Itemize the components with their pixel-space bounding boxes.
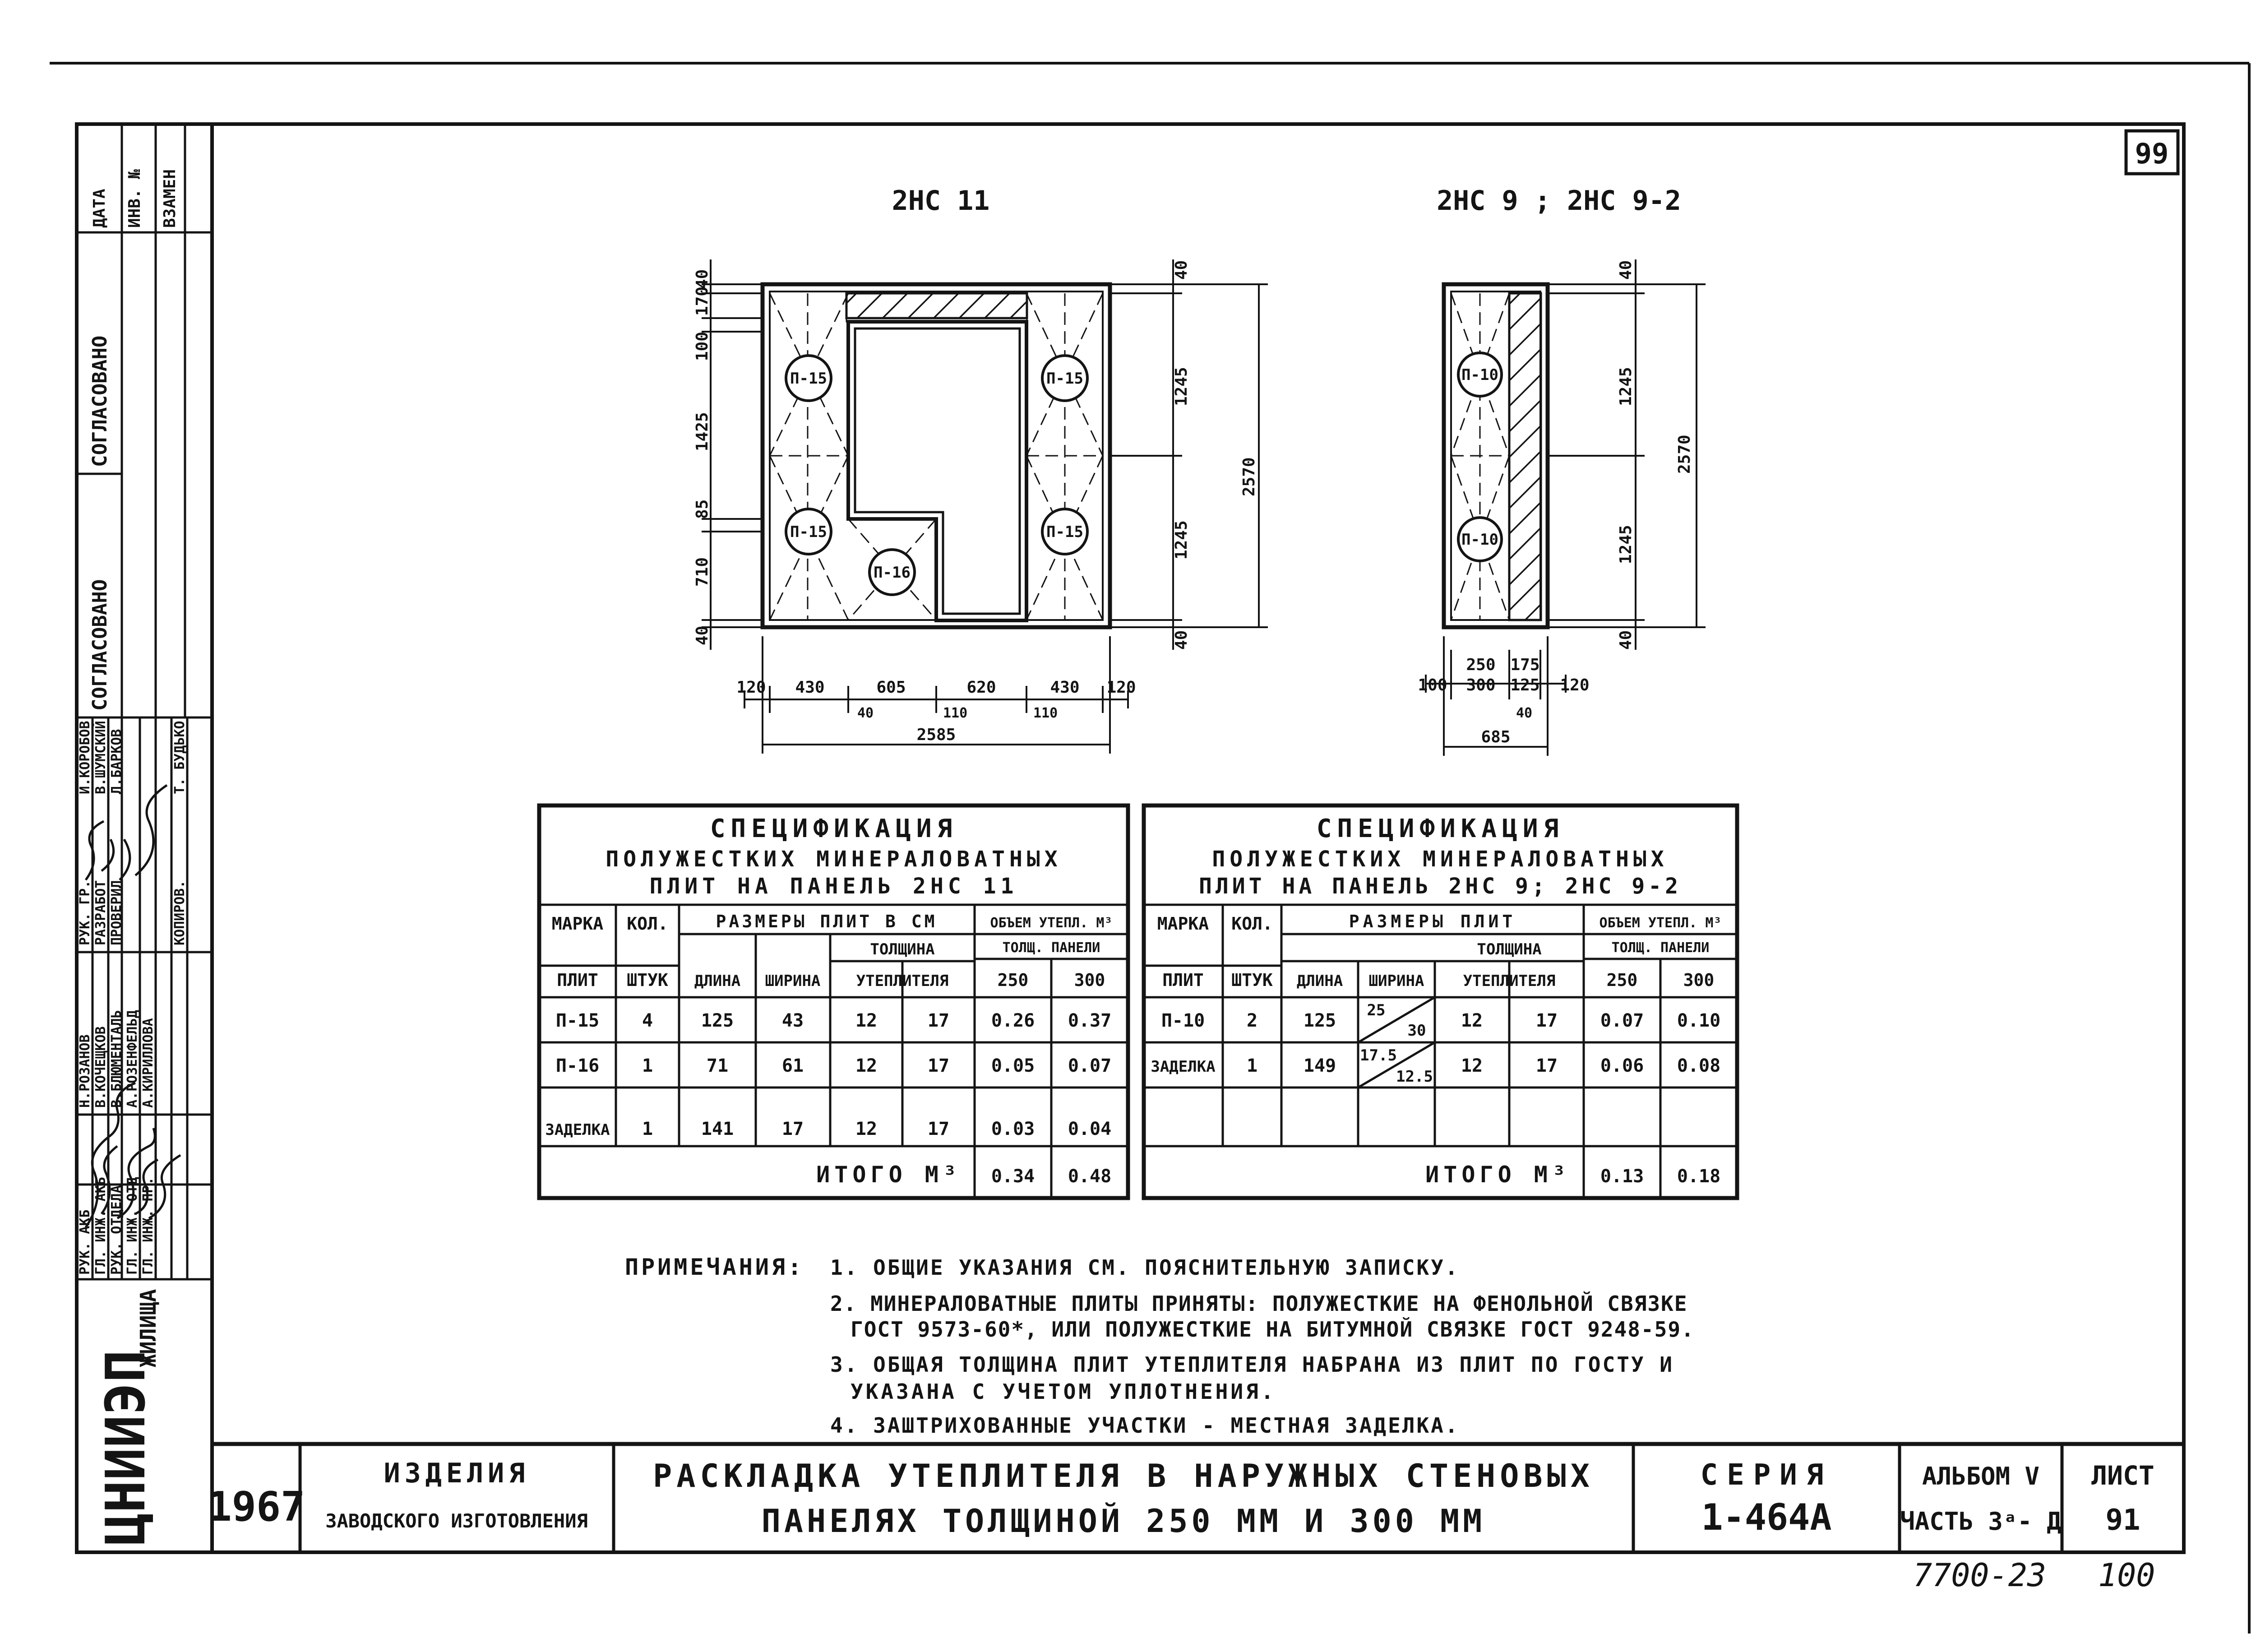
sl-total-300: 0.48 [1068,1166,1112,1187]
dim-r-1: 1245 [1172,367,1191,406]
sr-h-thick: ТОЛЩИНА [1477,940,1542,958]
drawing-left [693,185,1268,754]
dim-l-5: 710 [693,557,712,587]
sl-h-kol: КОЛ. [627,914,668,934]
sl-h-250: 250 [997,970,1029,990]
sr-r1-c7: 0.06 [1600,1055,1644,1076]
note-2b: ГОСТ 9573-60*, ИЛИ ПОЛУЖЕСТКИЕ НА БИТУМНОЙ СВЯЗКЕ ГОСТ 9248-59. [851,1317,1695,1342]
tb-category-1: ИЗДЕЛИЯ [384,1458,530,1489]
sig-name-1: Н.РОЗАНОВ [77,1034,93,1108]
dim-l-6: 40 [693,625,712,645]
sr-h-thick2: УТЕПЛИТЕЛЯ [1463,972,1556,990]
sl-r1-c4: 12 [855,1055,878,1076]
spec-left-title-2: ПОЛУЖЕСТКИХ МИНЕРАЛОВАТНЫХ [606,847,1062,872]
sr-r0-c1: 2 [1246,1010,1258,1031]
dim-l-3: 1425 [693,412,712,451]
notes [625,1254,1695,1438]
sl-total-label: ИТОГО М³ [816,1161,961,1188]
sl-r0-c5: 17 [927,1010,950,1031]
sr-r1-c6: 17 [1535,1055,1558,1076]
notes-label: ПРИМЕЧАНИЯ: [625,1254,804,1280]
sig2-role-2: РАЗРАБОТ [93,880,109,945]
sl-r2-c1: 1 [642,1119,653,1139]
dim-r-3: 40 [1172,630,1191,650]
sl-r2-c7: 0.04 [1068,1119,1112,1139]
sr-r0-c6: 17 [1535,1010,1558,1031]
dim-l-1: 170 [693,286,712,316]
sig-role-5: ГЛ. ИНЖ. ПР. [140,1177,156,1275]
dim-l-0: 40 [693,269,712,289]
dim-rb-top-0: 250 [1466,656,1496,674]
sr-r0-c5: 12 [1461,1010,1483,1031]
dim-b-0: 120 [736,678,766,697]
sr-h-300: 300 [1683,970,1715,990]
spec-table-left [539,805,1128,1198]
spec-left-rows [545,1010,1111,1188]
spec-left-title-3: ПЛИТ НА ПАНЕЛЬ 2НС 11 [649,874,1018,899]
mark-p15-2: П-15 [790,523,827,541]
dim-l-2: 100 [693,331,712,361]
spec-left-title-1: СПЕЦИФИКАЦИЯ [710,814,958,843]
sr-r1-c4: 12.5 [1396,1068,1433,1086]
title-block [208,1444,2184,1552]
sr-total-250: 0.13 [1600,1166,1644,1187]
sl-r0-c0: П-15 [555,1010,600,1031]
sl-h-panel: ТОЛЩ. ПАНЕЛИ [1002,940,1100,956]
sl-h-width: ШИРИНА [765,972,821,990]
sl-h-300: 300 [1074,970,1105,990]
dim-bs-0: 40 [857,705,874,721]
dim-l-4: 85 [693,499,712,519]
tb-sheet: 91 [2105,1504,2140,1537]
dim-b-1: 430 [795,678,825,697]
sr-r0-c7: 0.07 [1600,1010,1644,1031]
dim-rr-2: 1245 [1617,525,1635,564]
dim-rb-2: 125 [1510,676,1540,694]
dim-rr-3: 40 [1617,630,1635,650]
tb-series: 1-464А [1701,1496,1832,1538]
sl-h-plit: ПЛИТ [557,970,598,990]
dim-b-5: 120 [1106,678,1136,697]
handwritten-code: 7700-23 [1913,1557,2047,1594]
sr-r1-c3: 17.5 [1360,1046,1397,1064]
dim-rbs-0: 40 [1516,705,1533,721]
sl-r1-c1: 1 [642,1055,653,1076]
sl-r2-c6: 0.03 [991,1119,1035,1139]
stamp-inv-label: ИНВ. № [125,169,144,228]
sr-h-volume: ОБЪЕМ УТЕПЛ. М³ [1599,915,1722,931]
spec-right-title-3: ПЛИТ НА ПАНЕЛЬ 2НС 9; 2НС 9-2 [1198,874,1682,899]
note-3: 3. ОБЩАЯ ТОЛЩИНА ПЛИТ УТЕПЛИТЕЛЯ НАБРАНА ИЗ ПЛИТ ПО ГОСТУ И [830,1352,1674,1377]
sr-r0-c4: 30 [1407,1022,1426,1040]
signature-scribbles [86,785,180,1227]
sig-name-5: А.КИРИЛЛОВА [140,1018,156,1108]
sr-r0-c0: П-10 [1161,1010,1205,1031]
dim-rr-0: 40 [1617,260,1635,280]
tb-sheet-label: ЛИСТ [2091,1460,2154,1491]
spec-right-title-2: ПОЛУЖЕСТКИХ МИНЕРАЛОВАТНЫХ [1212,847,1669,872]
dim-b-2: 605 [876,678,906,697]
mark-p15-4: П-15 [1046,523,1083,541]
sl-total-250: 0.34 [991,1166,1035,1187]
sheet-number: 99 [2135,137,2169,170]
sl-r0-c3: 43 [781,1010,804,1031]
dim-bs-2: 110 [1033,705,1058,721]
sheet-number-box [2126,131,2178,174]
sig-name-2: В.КОЧЕЩКОВ [93,1026,109,1108]
dim-r-0: 40 [1172,260,1191,280]
sig2-role-1: РУК. ГР. [77,880,93,945]
sr-h-250: 250 [1606,970,1638,990]
handwritten-page: 100 [2098,1557,2155,1594]
sr-total-label: ИТОГО М³ [1425,1161,1570,1188]
stamp-approved-2: СОГЛАСОВАНО [88,579,111,711]
panel-2ns11 [763,284,1110,627]
sl-h-volume: ОБЪЕМ УТЕПЛ. М³ [990,915,1113,931]
sr-h-width: ШИРИНА [1368,972,1424,990]
sr-r1-c0: ЗАДЕЛКА [1151,1058,1216,1076]
mark-p16: П-16 [874,564,911,582]
sig-name-3: В.БЛЮМЕНТАЛЬ [109,1010,125,1108]
dim-rb-3: 120 [1560,676,1590,694]
sig-role-1: РУК. АКБ [77,1209,93,1275]
dim-overall-w-2: 685 [1481,728,1511,746]
sl-r0-c1: 4 [642,1010,653,1031]
sr-h-length: ДЛИНА [1296,972,1343,990]
sl-r0-c7: 0.37 [1068,1010,1112,1031]
sr-r1-c1: 1 [1246,1055,1258,1076]
drawing-left-title: 2НС 11 [892,185,990,217]
mark-p10-1: П-10 [1461,366,1498,384]
sr-h-marka: МАРКА [1157,914,1209,934]
sr-total-300: 0.18 [1677,1166,1721,1187]
sig2-name-5: Т. БУДЬКО [172,721,188,794]
dim-overall-h-2: 2570 [1675,435,1694,474]
sr-h-plit: ПЛИТ [1162,970,1204,990]
sig2-role-5: КОПИРОВ. [172,880,188,945]
sr-r0-c3: 25 [1367,1001,1386,1019]
panel-2ns9 [1444,284,1548,627]
sig-role-2: ГЛ. ИНЖ. АКБ [93,1177,109,1275]
dim-rb-0: 100 [1418,676,1447,694]
org-logo-text: ЦНИИЭП [95,1350,157,1546]
sl-r1-c2: 71 [706,1055,729,1076]
sl-r2-c0: ЗАДЕЛКА [545,1121,610,1139]
tb-title-1: РАСКЛАДКА УТЕПЛИТЕЛЯ В НАРУЖНЫХ СТЕНОВЫХ [653,1458,1594,1495]
spec-table-right [1144,805,1737,1198]
tb-series-label: СЕРИЯ [1700,1458,1833,1492]
drawing-right-title: 2НС 9 ; 2НС 9-2 [1437,185,1681,217]
dim-rb-1: 300 [1466,676,1496,694]
sl-h-sht: ШТУК [627,970,668,990]
sr-h-kol: КОЛ. [1231,914,1273,934]
mark-p15-1: П-15 [790,370,827,388]
dim-b-3: 620 [966,678,996,697]
stamp-columns [88,169,179,711]
dim-overall-h: 2570 [1240,457,1258,496]
sr-r1-c2: 149 [1303,1055,1336,1076]
dim-r-2: 1245 [1172,520,1191,560]
note-3b: УКАЗАНА С УЧЕТОМ УПЛОТНЕНИЯ. [851,1379,1276,1404]
tb-part: ЧАСТЬ 3ᵃ- Д [1900,1507,2062,1536]
sl-r2-c2: 141 [701,1119,734,1139]
dim-overall-w: 2585 [916,726,956,744]
sr-r1-c8: 0.08 [1677,1055,1721,1076]
sl-r0-c4: 12 [855,1010,878,1031]
sr-r1-c5: 12 [1461,1055,1483,1076]
org-suffix: ЖИЛИЩА [136,1289,161,1367]
sl-r1-c5: 17 [927,1055,950,1076]
sl-r2-c5: 17 [927,1119,950,1139]
sr-h-sht: ШТУК [1231,970,1273,990]
tb-year: 1967 [207,1483,305,1531]
sl-h-sizes: РАЗМЕРЫ ПЛИТ В СМ [716,912,938,931]
note-2: 2. МИНЕРАЛОВАТНЫЕ ПЛИТЫ ПРИНЯТЫ: ПОЛУЖЕСТКИЕ НА ФЕНОЛЬНОЙ СВЯЗКЕ [830,1291,1688,1316]
sl-r0-c2: 125 [701,1010,734,1031]
dim-text-right [1418,260,1694,746]
sl-h-thick: ТОЛЩИНА [870,940,935,958]
sig2-name-1: И.КОРОБОВ [77,721,93,794]
note-4: 4. ЗАШТРИХОВАННЫЕ УЧАСТКИ - МЕСТНАЯ ЗАДЕЛКА. [830,1413,1460,1438]
spec-right-title-1: СПЕЦИФИКАЦИЯ [1316,814,1564,843]
sl-r1-c6: 0.05 [991,1055,1035,1076]
tb-album: АЛЬБОМ V [1922,1462,2040,1490]
org-logo [95,1289,161,1546]
sr-h-panel: ТОЛЩ. ПАНЕЛИ [1611,940,1710,956]
stamp-approved-1: СОГЛАСОВАНО [88,335,111,467]
drawing-right [1418,185,1706,756]
sl-r2-c3: 17 [781,1119,804,1139]
sr-r0-c8: 0.10 [1677,1010,1721,1031]
sig2-role-3: ПРОВЕРИЛ [109,880,125,945]
sl-r1-c0: П-16 [555,1055,600,1076]
tb-category-2: ЗАВОДСКОГО ИЗГОТОВЛЕНИЯ [325,1510,588,1532]
sr-h-sizes: РАЗМЕРЫ ПЛИТ [1349,912,1516,931]
sl-r0-c6: 0.26 [991,1010,1035,1031]
sig2-name-2: В.ШУМСКИЙ [93,721,109,794]
dim-bs-1: 110 [943,705,968,721]
tb-title-2: ПАНЕЛЯХ ТОЛЩИНОЙ 250 ММ И 300 ММ [761,1503,1486,1540]
sig2-name-3: Л.БАРКОВ [109,729,125,794]
note-1: 1. ОБЩИЕ УКАЗАНИЯ СМ. ПОЯСНИТЕЛЬНУЮ ЗАПИСКУ. [830,1255,1460,1280]
sl-r1-c7: 0.07 [1068,1055,1112,1076]
sig-role-4: ГЛ. ИНЖ. ОТД [125,1177,140,1275]
sr-r0-c2: 125 [1303,1010,1336,1031]
dim-rb-top-1: 175 [1510,656,1540,674]
mark-p10-2: П-10 [1461,531,1498,549]
dim-b-4: 430 [1050,678,1080,697]
sl-h-marka: МАРКА [551,914,604,934]
sl-r1-c3: 61 [781,1055,804,1076]
sl-h-thick2: УТЕПЛИТЕЛЯ [856,972,949,990]
handwritten-numbers [1913,1557,2155,1594]
sl-h-length: ДЛИНА [694,972,741,990]
stamp-replace-label: ВЗАМЕН [161,169,179,228]
sig-name-4: А.РОЗЕНФЕЛЬД [125,1010,140,1108]
stamp-date-label: ДАТА [90,189,109,228]
dim-rr-1: 1245 [1617,367,1635,406]
sl-r2-c4: 12 [855,1119,878,1139]
mark-p15-3: П-15 [1046,370,1083,388]
sig-role-3: РУК. ОТДЕЛА [109,1185,125,1275]
